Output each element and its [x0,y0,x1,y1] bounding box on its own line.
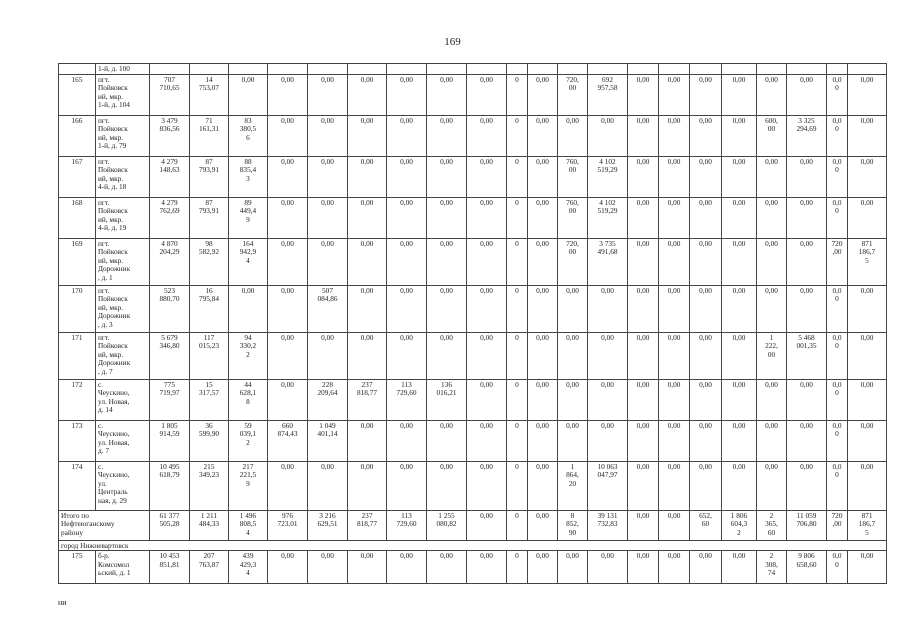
value-cell: 600, 00 [757,115,787,156]
value-cell: 0,00 [659,461,690,510]
value-cell: 59 039,1 2 [229,420,268,461]
value-cell: 720, 00 [558,238,588,285]
value-cell: 0,00 [268,551,308,584]
value-cell: 5 679 346,80 [150,332,190,379]
value-cell: 0,00 [628,332,659,379]
table-row [59,156,887,197]
value-cell: 217 221,5 9 [229,461,268,510]
table-row [59,285,887,332]
value-cell: 0,00 [757,461,787,510]
address-cell: пгт. Пойковск ий, мкр. 4-й, д. 19 [96,197,150,238]
value-cell: 207 763,87 [190,551,229,584]
value-cell: 0,00 [722,115,757,156]
value-cell: 0 [507,74,528,115]
value-cell: 0,00 [659,551,690,584]
value-cell: 0,00 [348,156,387,197]
value-cell: 0,00 [659,115,690,156]
value-cell: 0,00 [348,238,387,285]
value-cell: 0,00 [229,74,268,115]
value-cell: 0,0 0 [827,332,848,379]
city-heading: город Нижневартовск [59,540,887,551]
value-cell: 0,00 [528,551,558,584]
value-cell: 0,00 [558,551,588,584]
value-cell: 507 084,86 [308,285,348,332]
value-cell: 0,00 [268,74,308,115]
value-cell: 0,00 [588,285,628,332]
value-cell: 0,00 [722,551,757,584]
value-cell: 0,00 [757,285,787,332]
value-cell: 760, 00 [558,197,588,238]
value-cell: 0,00 [427,285,467,332]
value-cell: 0,00 [757,74,787,115]
value-cell: 0,00 [387,332,427,379]
value-cell: 720 ,00 [827,510,848,540]
value-cell: 0,00 [427,420,467,461]
value-cell: 0,00 [787,420,827,461]
value-cell: 0,00 [308,332,348,379]
value-cell: 0,00 [690,238,722,285]
value-cell: 0,00 [848,551,887,584]
value-cell: 692 957,58 [588,74,628,115]
value-cell: 0,00 [427,74,467,115]
value-cell: 0,00 [467,285,507,332]
value-cell: 39 131 732,83 [588,510,628,540]
value-cell: 5 468 001,35 [787,332,827,379]
table-row [59,551,887,584]
value-cell: 0,00 [722,197,757,238]
value-cell: 4 102 519,29 [588,197,628,238]
value-cell: 0,00 [659,238,690,285]
value-cell: 94 330,2 2 [229,332,268,379]
value-cell: 0,00 [628,115,659,156]
value-cell: 0,0 0 [827,551,848,584]
value-cell: 1 255 080,82 [427,510,467,540]
value-cell: 0,00 [690,420,722,461]
value-cell: 523 880,70 [150,285,190,332]
value-cell: 0,0 0 [827,379,848,420]
table-row [59,379,887,420]
value-cell: 0,00 [659,379,690,420]
value-cell: 0,00 [387,461,427,510]
row-number: 170 [59,285,96,332]
value-cell: 0 [507,285,528,332]
value-cell: 0,00 [722,74,757,115]
value-cell: 0 [507,510,528,540]
value-cell: 976 723,01 [268,510,308,540]
value-cell: 0,00 [588,551,628,584]
table-row [59,238,887,285]
value-cell: 0,00 [467,197,507,238]
value-cell: 117 015,23 [190,332,229,379]
value-cell: 228 209,64 [308,379,348,420]
value-cell: 0,00 [528,285,558,332]
value-cell: 3 325 294,69 [787,115,827,156]
value-cell: 87 793,91 [190,197,229,238]
value-cell: 0,00 [528,420,558,461]
page-number: 169 [444,36,461,48]
value-cell: 0,00 [268,285,308,332]
value-cell: 0,00 [528,510,558,540]
city-row [59,540,887,551]
value-cell: 0,00 [348,74,387,115]
value-cell: 0,00 [659,420,690,461]
value-cell: 0,00 [690,551,722,584]
value-cell: 0,00 [558,332,588,379]
value-cell: 0,00 [427,551,467,584]
value-cell: 0,00 [348,197,387,238]
row-number: 171 [59,332,96,379]
value-cell: 0,00 [348,420,387,461]
value-cell: 0,0 0 [827,156,848,197]
value-cell: 215 349,23 [190,461,229,510]
value-cell: 0,00 [467,238,507,285]
value-cell: 0,00 [387,285,427,332]
value-cell: 16 795,84 [190,285,229,332]
value-cell: 0,00 [848,115,887,156]
value-cell: 36 599,90 [190,420,229,461]
value-cell: 2 365, 60 [757,510,787,540]
value-cell: 0,00 [467,510,507,540]
value-cell: 0 [507,551,528,584]
value-cell: 10 495 618,79 [150,461,190,510]
value-cell: 0,0 0 [827,197,848,238]
table-row [59,74,887,115]
value-cell: 0,00 [467,420,507,461]
value-cell: 4 279 148,63 [150,156,190,197]
value-cell: 0,00 [628,510,659,540]
value-cell: 0,00 [427,156,467,197]
value-cell: 0,00 [848,461,887,510]
value-cell: 0,00 [588,332,628,379]
table-row [59,115,887,156]
value-cell: 0,00 [558,115,588,156]
value-cell: 0,00 [387,197,427,238]
value-cell: 0,00 [467,156,507,197]
value-cell: 0,0 0 [827,461,848,510]
value-cell: 0,00 [628,379,659,420]
value-cell: 0,00 [528,197,558,238]
value-cell: 0,00 [588,420,628,461]
value-cell: 3 479 836,56 [150,115,190,156]
value-cell: 0,00 [690,115,722,156]
value-cell: 0,00 [558,285,588,332]
value-cell: 0,00 [387,115,427,156]
value-cell: 0,00 [722,238,757,285]
value-cell: 0,00 [848,332,887,379]
value-cell: 0,00 [628,551,659,584]
value-cell: 0,00 [268,379,308,420]
value-cell: 0,00 [528,238,558,285]
value-cell: 760, 00 [558,156,588,197]
value-cell: 0,00 [848,197,887,238]
value-cell: 775 719,97 [150,379,190,420]
value-cell: 0,00 [690,379,722,420]
value-cell: 0,00 [427,238,467,285]
value-cell: 0,00 [427,115,467,156]
value-cell: 0,00 [848,156,887,197]
value-cell: 87 793,91 [190,156,229,197]
value-cell: 0,00 [348,115,387,156]
total-row [59,510,887,540]
value-cell: 0,00 [308,156,348,197]
value-cell: 0,00 [690,332,722,379]
value-cell: 0,00 [628,74,659,115]
value-cell: 0 [507,379,528,420]
value-cell: 0,00 [722,420,757,461]
value-cell: 0,00 [628,285,659,332]
value-cell: 0,00 [528,74,558,115]
value-cell: 71 161,31 [190,115,229,156]
value-cell: 0,00 [722,156,757,197]
value-cell: 0,00 [528,461,558,510]
value-cell: 0,0 0 [827,74,848,115]
value-cell: 237 818,77 [348,379,387,420]
value-cell: 0,00 [268,461,308,510]
value-cell: 113 729,60 [387,510,427,540]
value-cell: 0,00 [528,115,558,156]
value-cell: 0,00 [467,461,507,510]
value-cell: 720 ,00 [827,238,848,285]
table-row [59,420,887,461]
value-cell: 0,00 [787,156,827,197]
value-cell: 0,00 [308,551,348,584]
value-cell: 0,00 [308,461,348,510]
value-cell: 707 710,65 [150,74,190,115]
value-cell: 0 [507,238,528,285]
value-cell: 0,00 [348,551,387,584]
value-cell: 0,00 [467,379,507,420]
row-number: 168 [59,197,96,238]
value-cell: 1 805 914,59 [150,420,190,461]
value-cell: 0,00 [690,285,722,332]
value-cell: 439 429,3 4 [229,551,268,584]
address-cell: пгт. Пойковск ий, мкр. Дорожник , д. 7 [96,332,150,379]
table-row [59,332,887,379]
value-cell: 0,00 [848,379,887,420]
value-cell: 1 806 604,3 2 [722,510,757,540]
value-cell: 0 [507,115,528,156]
value-cell: 0,00 [787,285,827,332]
value-cell: 0,00 [659,74,690,115]
value-cell: 4 102 519,29 [588,156,628,197]
value-cell: 11 059 706,80 [787,510,827,540]
value-cell: 871 186,7 5 [848,238,887,285]
value-cell: 0,00 [348,461,387,510]
value-cell: 0,00 [387,74,427,115]
value-cell: 4 279 762,69 [150,197,190,238]
row-number: 174 [59,461,96,510]
value-cell: 0 [507,197,528,238]
value-cell: 0,00 [722,379,757,420]
address-cell: 1-й, д. 100 [96,64,150,75]
value-cell: 10 453 851,81 [150,551,190,584]
value-cell: 652, 60 [690,510,722,540]
value-cell: 0,00 [848,285,887,332]
value-cell: 61 377 505,28 [150,510,190,540]
value-cell: 0,00 [787,238,827,285]
value-cell: 0,0 0 [827,115,848,156]
value-cell: 0,00 [848,74,887,115]
table-row [59,197,887,238]
value-cell: 0,00 [757,197,787,238]
value-cell: 0,00 [722,332,757,379]
value-cell: 2 308, 74 [757,551,787,584]
value-cell: 0,00 [427,461,467,510]
value-cell: 83 380,5 6 [229,115,268,156]
value-cell: 237 818,77 [348,510,387,540]
value-cell: 0,00 [268,156,308,197]
value-cell: 0,00 [268,238,308,285]
value-cell: 0,00 [387,156,427,197]
value-cell: 0,00 [757,156,787,197]
value-cell: 0,00 [467,74,507,115]
value-cell: 98 582,92 [190,238,229,285]
value-cell: 0,00 [690,74,722,115]
value-cell: 0,00 [690,197,722,238]
value-cell: 1 222, 00 [757,332,787,379]
value-cell: 0,00 [588,115,628,156]
value-cell: 0 [507,461,528,510]
value-cell: 0,00 [308,238,348,285]
value-cell: 0,00 [467,332,507,379]
value-cell: 1 496 808,5 4 [229,510,268,540]
value-cell: 0,00 [628,461,659,510]
value-cell: 3 735 491,68 [588,238,628,285]
value-cell: 0,00 [690,461,722,510]
value-cell: 720, 00 [558,74,588,115]
value-cell: 0,00 [387,551,427,584]
row-number: 167 [59,156,96,197]
value-cell: 0,00 [757,379,787,420]
value-cell: 0,00 [268,115,308,156]
row-number: 165 [59,74,96,115]
value-cell: 164 942,9 4 [229,238,268,285]
value-cell: 0,00 [757,238,787,285]
value-cell: 0,00 [659,156,690,197]
value-cell: 0,00 [722,285,757,332]
address-cell: с. Чеускино, ул. Новая, д. 7 [96,420,150,461]
value-cell: 0,0 0 [827,285,848,332]
value-cell: 871 186,7 5 [848,510,887,540]
value-cell: 0,00 [628,420,659,461]
value-cell: 1 211 484,33 [190,510,229,540]
value-cell: 0,00 [722,461,757,510]
value-cell: 4 870 204,29 [150,238,190,285]
value-cell: 0,00 [308,74,348,115]
value-cell: 660 874,43 [268,420,308,461]
value-cell: 0,00 [659,332,690,379]
value-cell: 0,00 [659,197,690,238]
value-cell: 44 628,1 8 [229,379,268,420]
value-cell: 1 864, 20 [558,461,588,510]
footer-text: ни [58,598,67,607]
value-cell: 0 [507,156,528,197]
value-cell: 0,00 [268,197,308,238]
row-number: 175 [59,551,96,584]
continued-row [59,64,887,75]
value-cell: 0,00 [229,285,268,332]
row-number: 166 [59,115,96,156]
value-cell: 0,00 [308,115,348,156]
value-cell: 0,00 [659,285,690,332]
value-cell: 0,00 [628,238,659,285]
value-cell: 3 216 629,51 [308,510,348,540]
value-cell: 0,00 [628,156,659,197]
value-cell: 10 063 047,97 [588,461,628,510]
address-cell: пгт. Пойковск ий, мкр. 1-й, д. 104 [96,74,150,115]
value-cell: 0,00 [558,379,588,420]
address-cell: пгт. Пойковск ий, мкр. 1-й, д. 79 [96,115,150,156]
value-cell: 0,0 0 [827,420,848,461]
row-number: 169 [59,238,96,285]
row-number: 172 [59,379,96,420]
value-cell: 0,00 [628,197,659,238]
value-cell: 0,00 [558,420,588,461]
address-cell: пгт. Пойковск ий, мкр. 4-й, д. 18 [96,156,150,197]
value-cell: 0,00 [787,379,827,420]
value-cell: 0,00 [268,332,308,379]
value-cell: 0,00 [588,379,628,420]
value-cell: 0,00 [348,332,387,379]
table-row [59,461,887,510]
row-number: 173 [59,420,96,461]
value-cell: 14 753,07 [190,74,229,115]
register-table [58,63,887,584]
value-cell: 0 [507,332,528,379]
value-cell: 0,00 [659,510,690,540]
total-label: Итого по Нефтеюганскому району [59,510,150,540]
address-cell: пгт. Пойковск ий, мкр. Дорожник , д. 3 [96,285,150,332]
address-cell: с. Чеускино, ул. Централь ная, д. 29 [96,461,150,510]
value-cell: 0,00 [757,420,787,461]
value-cell: 0,00 [348,285,387,332]
value-cell: 0,00 [308,197,348,238]
value-cell: 0,00 [387,420,427,461]
value-cell: 0 [507,420,528,461]
value-cell: 0,00 [787,461,827,510]
address-cell: б-р. Комсомол ьский, д. 1 [96,551,150,584]
value-cell: 15 317,57 [190,379,229,420]
value-cell: 1 049 401,14 [308,420,348,461]
value-cell: 0,00 [690,156,722,197]
value-cell: 0,00 [528,379,558,420]
value-cell: 0,00 [387,238,427,285]
value-cell: 0,00 [528,332,558,379]
value-cell: 9 806 658,60 [787,551,827,584]
value-cell: 0,00 [787,197,827,238]
value-cell: 88 835,4 3 [229,156,268,197]
value-cell: 0,00 [427,332,467,379]
value-cell: 0,00 [467,115,507,156]
value-cell: 0,00 [467,551,507,584]
table-body [59,64,887,584]
value-cell: 136 016,21 [427,379,467,420]
value-cell: 113 729,60 [387,379,427,420]
value-cell: 0,00 [528,156,558,197]
value-cell: 8 852, 90 [558,510,588,540]
value-cell: 0,00 [848,420,887,461]
value-cell: 0,00 [787,74,827,115]
value-cell: 0,00 [427,197,467,238]
value-cell: 89 449,4 9 [229,197,268,238]
address-cell: пгт. Пойковск ий, мкр. Дорожник , д. 1 [96,238,150,285]
address-cell: с. Чеускино, ул. Новая, д. 14 [96,379,150,420]
